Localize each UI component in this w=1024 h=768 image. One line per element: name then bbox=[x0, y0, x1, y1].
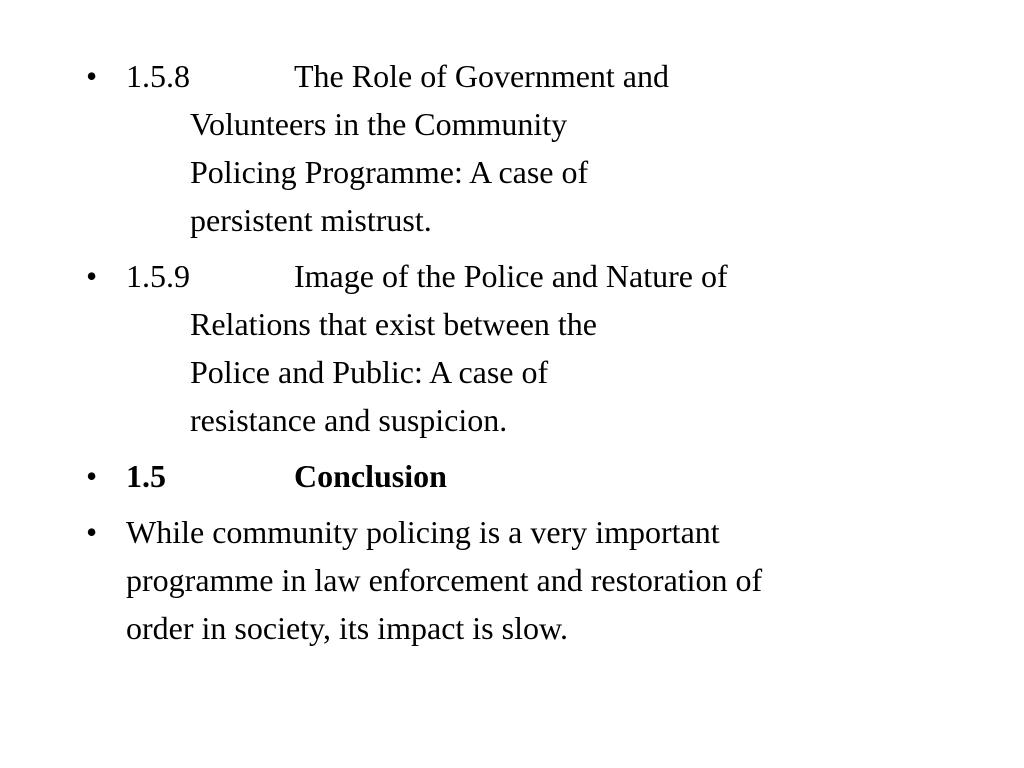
paragraph-line: order in society, its impact is slow. bbox=[126, 610, 568, 646]
list-item-conclusion bbox=[86, 452, 986, 500]
bullet-dot: • bbox=[86, 458, 98, 494]
bullet-dot: • bbox=[86, 514, 98, 550]
item-heading-line bbox=[126, 52, 986, 100]
section-number: 1.5.8 bbox=[126, 58, 190, 94]
section-title: Conclusion bbox=[294, 458, 447, 494]
paragraph-line: While community policing is a very important bbox=[126, 514, 720, 550]
item-heading-line bbox=[126, 252, 986, 300]
section-title: The Role of Government and bbox=[294, 58, 669, 94]
section-number: 1.5 bbox=[126, 458, 166, 494]
list-item-paragraph bbox=[86, 508, 986, 652]
bullet-dot: • bbox=[86, 58, 98, 94]
section-title-continuation: Policing Programme: A case of bbox=[190, 154, 589, 190]
section-title: Image of the Police and Nature of bbox=[294, 258, 728, 294]
section-title-continuation: resistance and suspicion. bbox=[190, 402, 508, 438]
item-heading-line bbox=[126, 452, 986, 500]
section-title-continuation: Volunteers in the Community bbox=[190, 106, 568, 142]
list-item-1-5-8 bbox=[86, 52, 986, 244]
list-item-1-5-9 bbox=[86, 252, 986, 444]
bullet-dot: • bbox=[86, 258, 98, 294]
section-number: 1.5.9 bbox=[126, 258, 190, 294]
section-title-continuation: persistent mistrust. bbox=[190, 202, 432, 238]
section-title-continuation: Relations that exist between the bbox=[190, 306, 597, 342]
section-title-continuation: Police and Public: A case of bbox=[190, 354, 549, 390]
paragraph-line: programme in law enforcement and restoration of bbox=[126, 562, 763, 598]
bullet-list bbox=[86, 52, 986, 660]
